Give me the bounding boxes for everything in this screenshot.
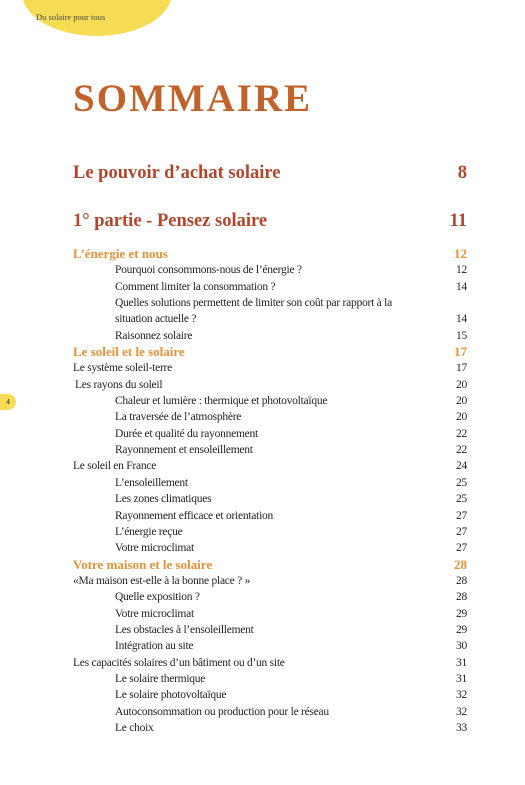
- toc-entry-page: 25: [456, 476, 467, 489]
- toc-entry-page: 17: [454, 344, 467, 360]
- toc-entry-page: 25: [456, 493, 467, 506]
- toc-entry-title: Le solaire photovoltaïque: [115, 689, 227, 702]
- part-entry: [73, 162, 467, 184]
- part-title: Le pouvoir d’achat solaire: [73, 163, 281, 183]
- toc-entry-page: 32: [456, 689, 467, 702]
- toc-entry-page: 32: [456, 705, 467, 718]
- part-page: 11: [449, 211, 467, 231]
- toc-section: [73, 344, 467, 360]
- toc-entry-title: Quelles solutions permettent de limiter son coût par rapport à la situation actuelle ?: [115, 297, 392, 326]
- toc-entry-title: Le choix: [115, 721, 154, 734]
- toc-entry-title: Le solaire thermique: [115, 672, 206, 685]
- toc-entry-page: 14: [456, 313, 467, 326]
- toc-entry-page: 27: [456, 542, 467, 555]
- toc-entry: [73, 606, 467, 622]
- toc-entry-title: Autoconsommation ou production pour le réseau: [115, 705, 329, 718]
- toc-entry: [73, 409, 467, 425]
- toc-entry-title: Les zones climatiques: [115, 493, 212, 506]
- toc-section: [73, 557, 467, 573]
- toc-entry-title: Le soleil en France: [73, 460, 157, 473]
- toc-entry-page: 27: [456, 525, 467, 538]
- toc-entry: [73, 442, 467, 458]
- toc-entry-title: Le système soleil-terre: [73, 362, 172, 375]
- part-page: 8: [457, 163, 467, 183]
- toc-entry-page: 20: [456, 395, 467, 408]
- toc-entry-title: Les obstacles à l’ensoleillement: [115, 623, 254, 636]
- page-title: SOMMAIRE: [73, 77, 313, 120]
- toc-entry-page: 29: [456, 623, 467, 636]
- toc-entry-title: Les capacités solaires d’un bâtiment ou d’un site: [73, 656, 285, 669]
- toc-entry-title: Intégration au site: [115, 640, 194, 653]
- toc-entry: [73, 360, 467, 376]
- toc-entry: [73, 655, 467, 671]
- toc-entry: [73, 622, 467, 638]
- toc-entry-title: Le soleil et le solaire: [73, 344, 185, 360]
- toc-entry-title: Votre microclimat: [115, 542, 194, 555]
- toc-entry: [73, 458, 467, 474]
- toc-entry-page: 31: [456, 656, 467, 669]
- toc-entry: [73, 720, 467, 736]
- toc-entry: [73, 524, 467, 540]
- toc-entry-page: 29: [456, 607, 467, 620]
- toc-entry-title: L’énergie et nous: [73, 246, 168, 261]
- toc-entry-page: 30: [456, 640, 467, 653]
- toc-entry-page: 33: [456, 721, 467, 734]
- running-header: Du solaire pour tous: [36, 12, 106, 22]
- toc-entry-title: Comment limiter la consommation ?: [115, 280, 276, 293]
- toc-entry-page: 20: [456, 378, 467, 391]
- toc-entry-page: 12: [456, 264, 467, 277]
- page-number: 4: [0, 394, 16, 410]
- toc-entry: [73, 279, 467, 295]
- toc-entry: [73, 475, 467, 491]
- toc-entry: [73, 573, 467, 589]
- toc-entry-page: 31: [456, 672, 467, 685]
- toc-entry-title: Votre maison et le solaire: [73, 556, 213, 572]
- toc-entry: [73, 328, 467, 344]
- toc-entry-title: Votre microclimat: [115, 607, 194, 620]
- toc-entry-page: 24: [456, 460, 467, 473]
- toc-entry-page: 27: [456, 509, 467, 522]
- toc-entry-title: «Ma maison est-elle à la bonne place ? »: [73, 574, 251, 587]
- part-entry: [73, 210, 467, 232]
- toc-entry-page: 28: [456, 591, 467, 604]
- toc-entry: [73, 426, 467, 442]
- toc-entry-page: 28: [456, 574, 467, 587]
- toc-entry: [73, 491, 467, 507]
- toc-entry-title: La traversée de l’atmosphère: [115, 411, 242, 424]
- part-title: 1° partie - Pensez solaire: [73, 211, 268, 231]
- toc-entry-page: 15: [456, 329, 467, 342]
- toc-entry-page: 22: [456, 444, 467, 457]
- toc-entry: [73, 671, 467, 687]
- toc-entry: [73, 704, 467, 720]
- toc-entry: [73, 589, 467, 605]
- toc-entry: [73, 262, 467, 278]
- toc-entry: [73, 687, 467, 703]
- toc-entry-title: Durée et qualité du rayonnement: [115, 427, 258, 440]
- toc-entry: [73, 638, 467, 654]
- toc-entry-page: 12: [454, 246, 467, 261]
- toc-entry: [73, 295, 467, 328]
- table-of-contents: [73, 246, 467, 736]
- toc-entry-title: Chaleur et lumière : thermique et photovoltaïque: [115, 395, 328, 408]
- toc-entry-title: Rayonnement efficace et orientation: [115, 509, 274, 522]
- toc-entry-page: 22: [456, 427, 467, 440]
- toc-entry-title: L’ensoleillement: [115, 476, 188, 489]
- toc-entry-title: Rayonnement et ensoleillement: [115, 444, 253, 457]
- toc-entry-page: 28: [454, 556, 467, 572]
- toc-entry: [73, 540, 467, 556]
- toc-entry-page: 20: [456, 411, 467, 424]
- toc-entry: [73, 508, 467, 524]
- toc-entry-title: Les rayons du soleil: [75, 378, 163, 391]
- toc-entry-title: Raisonnez solaire: [115, 329, 193, 342]
- toc-entry-title: Quelle exposition ?: [115, 591, 200, 604]
- toc-entry-page: 14: [456, 280, 467, 293]
- toc-entry-page: 17: [456, 362, 467, 375]
- toc-entry: [73, 393, 467, 409]
- toc-entry-title: Pourquoi consommons-nous de l’énergie ?: [115, 264, 302, 277]
- toc-section: [73, 246, 467, 262]
- toc-entry: [73, 377, 467, 393]
- toc-entry-title: L’énergie reçue: [115, 525, 183, 538]
